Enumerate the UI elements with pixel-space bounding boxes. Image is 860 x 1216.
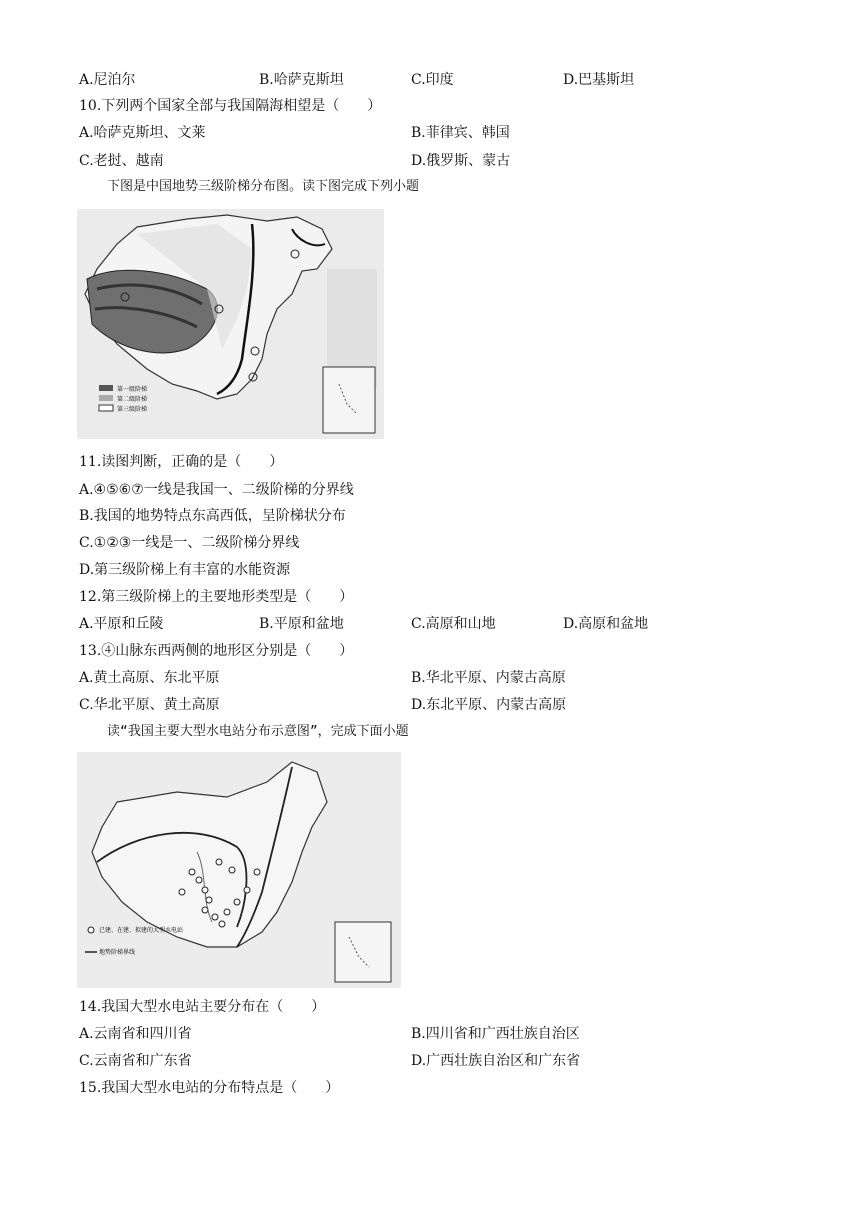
q11-stem: 11.读图判断，正确的是（ ） — [79, 454, 284, 470]
q14-option-d: D.广西壮族自治区和广东省 — [411, 1053, 581, 1069]
q13-option-b: B.华北平原、内蒙古高原 — [411, 670, 566, 686]
q12-stem: 12.第三级阶梯上的主要地形类型是（ ） — [79, 589, 354, 605]
intro-terrain-map: 下图是中国地势三级阶梯分布图。读下图完成下列小题 — [107, 179, 420, 194]
q9-option-d: D.巴基斯坦 — [563, 72, 635, 88]
intro-hydropower-map: 读“我国主要大型水电站分布示意图”，完成下面小题 — [107, 724, 409, 739]
q14-option-a: A.云南省和四川省 — [79, 1026, 192, 1042]
legend-step-boundary: 地势阶梯界线 — [99, 949, 136, 956]
q11-option-b: B.我国的地势特点东高西低，呈阶梯状分布 — [79, 508, 346, 524]
q15-stem: 15.我国大型水电站的分布特点是（ ） — [79, 1080, 340, 1096]
q10-option-c: C.老挝、越南 — [79, 153, 164, 169]
terrain-steps-map — [77, 209, 384, 439]
q12-option-d: D.高原和盆地 — [563, 616, 649, 632]
q14-stem: 14.我国大型水电站主要分布在（ ） — [79, 999, 326, 1015]
q12-option-a: A.平原和丘陵 — [79, 616, 164, 632]
q14-option-c: C.云南省和广东省 — [79, 1053, 192, 1069]
legend-step-2: 第二级阶梯 — [117, 396, 148, 403]
q10-option-d: D.俄罗斯、蒙古 — [411, 153, 511, 169]
q13-option-d: D.东北平原、内蒙古高原 — [411, 697, 567, 713]
legend-step-3: 第三级阶梯 — [117, 406, 148, 413]
q14-option-b: B.四川省和广西壮族自治区 — [411, 1026, 580, 1042]
q10-option-a: A.哈萨克斯坦、文莱 — [79, 125, 206, 141]
q11-option-a: A.④⑤⑥⑦一线是我国一、二级阶梯的分界线 — [79, 482, 354, 498]
legend-step-1: 第一级阶梯 — [117, 386, 148, 393]
q12-option-c: C.高原和山地 — [411, 616, 496, 632]
q9-option-c: C.印度 — [411, 72, 454, 88]
q12-option-b: B.平原和盆地 — [259, 616, 344, 632]
q9-option-a: A.尼泊尔 — [79, 72, 136, 88]
q10-option-b: B.菲律宾、韩国 — [411, 125, 510, 141]
q13-stem: 13.④山脉东西两侧的地形区分别是（ ） — [79, 643, 354, 659]
q13-option-c: C.华北平原、黄土高原 — [79, 697, 220, 713]
legend-hydropower-station: 已建、在建、拟建的大型水电站 — [99, 927, 184, 934]
q9-option-b: B.哈萨克斯坦 — [259, 72, 344, 88]
hydropower-map — [77, 752, 401, 988]
q11-option-c: C.①②③一线是一、二级阶梯分界线 — [79, 535, 300, 551]
q10-stem: 10.下列两个国家全部与我国隔海相望是（ ） — [79, 98, 382, 114]
q11-option-d: D.第三级阶梯上有丰富的水能资源 — [79, 562, 291, 578]
q13-option-a: A.黄土高原、东北平原 — [79, 670, 220, 686]
